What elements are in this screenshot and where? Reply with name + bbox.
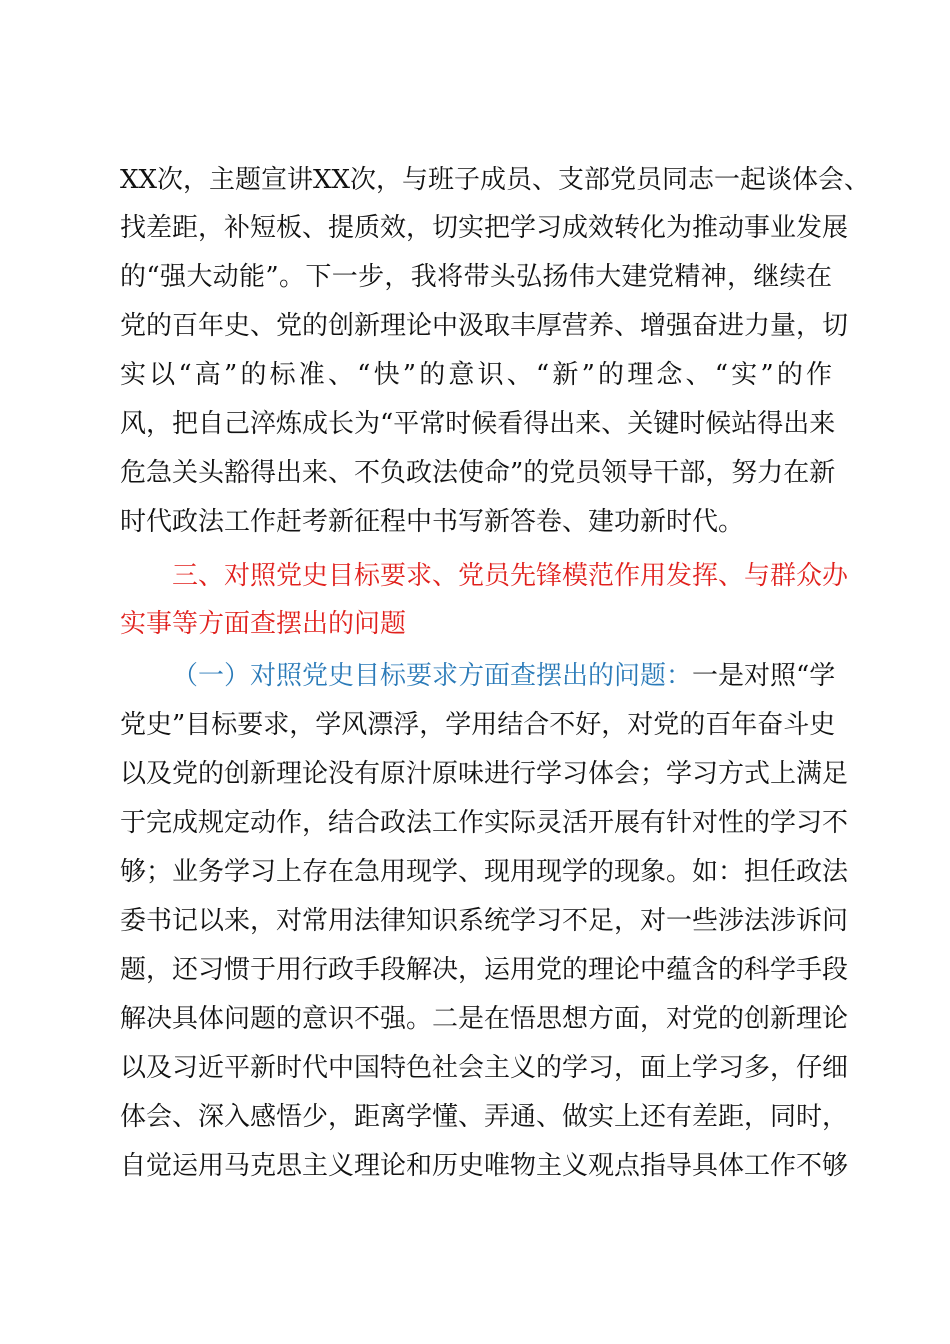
body-text-line: 自觉运用马克思主义理论和历史唯物主义观点指导具体工作不够: [120, 1151, 849, 1181]
section-heading: 实事等方面查摆出的问题: [120, 609, 407, 639]
body-text-line: 题，还习惯于用行政手段解决，运用党的理论中蕴含的科学手段: [120, 955, 849, 985]
body-text-line: 风，把自己淬炼成长为“平常时候看得出来、关键时候站得出来: [120, 409, 836, 439]
body-text-line: 实以“高”的标准、“快”的意识、“新”的理念、“实”的作: [120, 360, 832, 390]
body-text-line: 以及习近平新时代中国特色社会主义的学习，面上学习多，仔细: [120, 1053, 849, 1083]
body-text-line: 以及党的创新理论没有原汁原味进行学习体会；学习方式上满足: [120, 759, 849, 789]
subsection-line: [172, 656, 836, 696]
body-text-line: 的“强大动能”。下一步，我将带头弘扬伟大建党精神，继续在: [120, 262, 832, 292]
section-heading: 三、对照党史目标要求、党员先锋模范作用发挥、与群众办: [172, 561, 849, 591]
body-text-line: 体会、深入感悟少，距离学懂、弄通、做实上还有差距，同时，: [120, 1102, 849, 1132]
body-text-line: 于完成规定动作，结合政法工作实际灵活开展有针对性的学习不: [120, 808, 849, 838]
body-text-line: 党史”目标要求，学风漂浮，学用结合不好，对党的百年奋斗史: [120, 710, 836, 740]
body-text-line: 够；业务学习上存在急用现学、现用现学的现象。如：担任政法: [120, 857, 849, 887]
body-text-line: XX次，主题宣讲XX次，与班子成员、支部党员同志一起谈体会、: [120, 165, 871, 195]
body-text-line: 找差距，补短板、提质效，切实把学习成效转化为推动事业发展: [120, 213, 849, 243]
body-text-line: 危急关头豁得出来、不负政法使命”的党员领导干部，努力在新: [120, 458, 836, 488]
body-text-span: 一是对照“学: [692, 661, 836, 691]
body-text-line: 时代政法工作赶考新征程中书写新答卷、建功新时代。: [120, 507, 745, 537]
subsection-heading: （一）对照党史目标要求方面查摆出的问题：: [172, 661, 693, 691]
body-text-line: 委书记以来，对常用法律知识系统学习不足，对一些涉法涉诉问: [120, 906, 849, 936]
body-text-line: 党的百年史、党的创新理论中汲取丰厚营养、增强奋进力量，切: [120, 311, 849, 341]
body-text-line: 解决具体问题的意识不强。二是在悟思想方面，对党的创新理论: [120, 1004, 849, 1034]
